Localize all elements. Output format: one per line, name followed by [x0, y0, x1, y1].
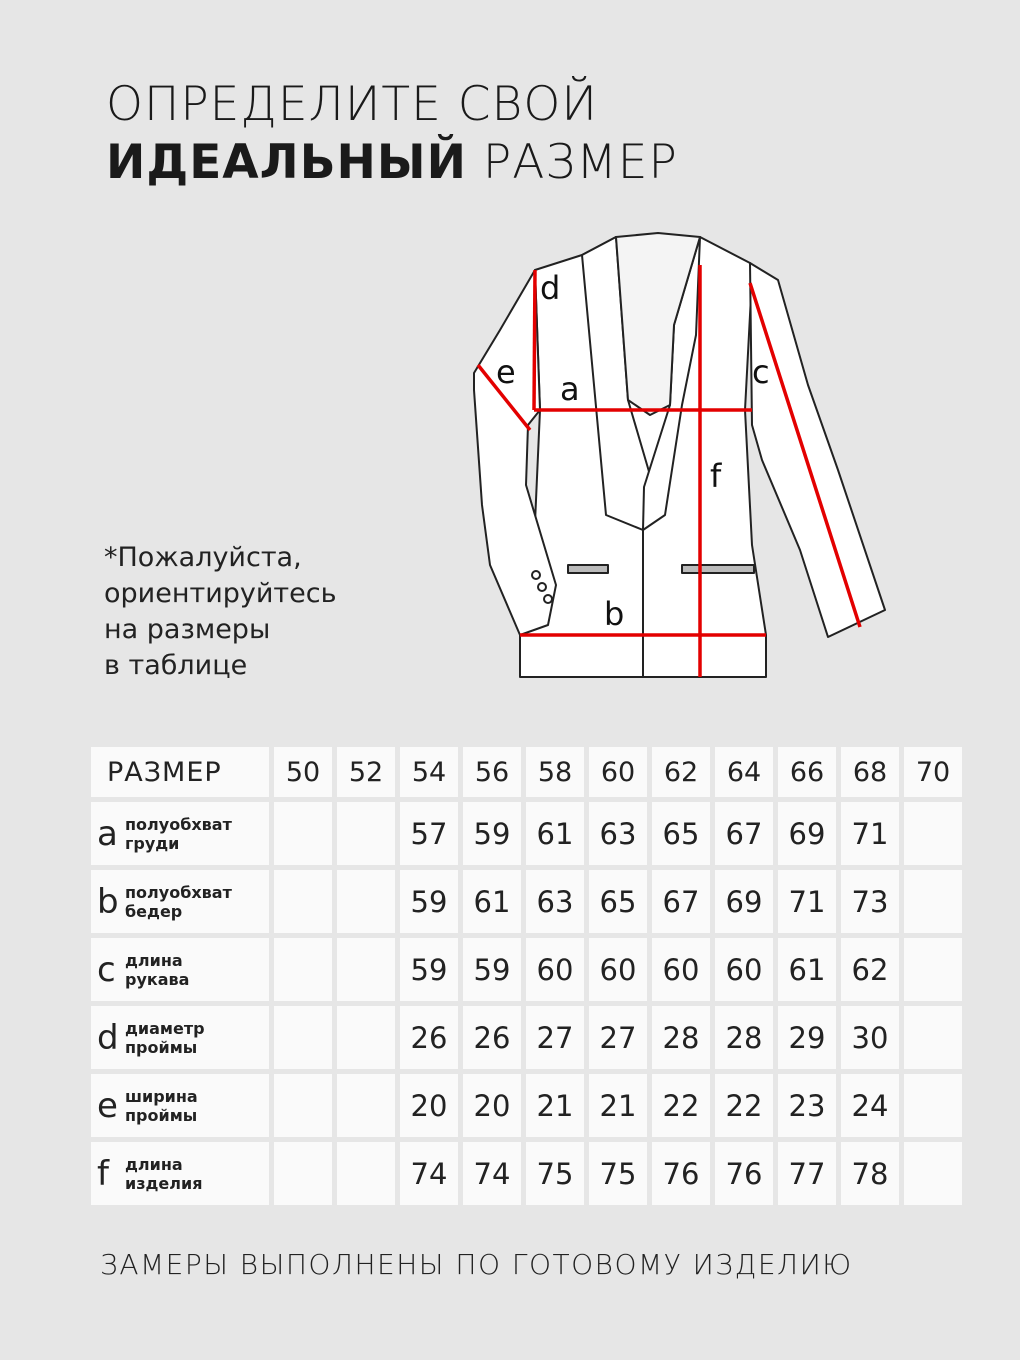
note-line-2: ориентируйтесь	[104, 578, 337, 609]
size-table-header	[91, 747, 962, 797]
table-cell	[904, 870, 962, 933]
table-cell: 29	[778, 1006, 836, 1069]
size-66: 66	[778, 747, 836, 797]
row-param	[91, 870, 269, 933]
table-cell	[904, 1074, 962, 1137]
size-58: 58	[526, 747, 584, 797]
table-cell: 59	[400, 870, 458, 933]
table-cell: 60	[652, 938, 710, 1001]
row-letter: c	[97, 949, 116, 990]
row-desc	[125, 883, 232, 921]
note-line-3: на размеры	[104, 614, 271, 645]
row-desc	[125, 815, 232, 853]
table-cell: 61	[778, 938, 836, 1001]
row-desc-line-2: груди	[125, 833, 180, 853]
diagram-label-b: b	[604, 595, 625, 633]
table-cell: 67	[652, 870, 710, 933]
row-letter: a	[97, 813, 118, 854]
row-desc-line-2: изделия	[125, 1173, 203, 1193]
table-cell: 20	[400, 1074, 458, 1137]
table-row-f	[91, 1142, 962, 1205]
table-cell: 28	[715, 1006, 773, 1069]
size-70: 70	[904, 747, 962, 797]
size-54: 54	[400, 747, 458, 797]
left-pocket	[568, 565, 608, 573]
table-cell: 59	[463, 802, 521, 865]
row-letter: f	[97, 1153, 109, 1194]
table-cell	[904, 938, 962, 1001]
table-cell	[274, 802, 332, 865]
diagram-label-a: a	[560, 370, 580, 408]
table-cell: 59	[400, 938, 458, 1001]
row-desc-line-2: проймы	[125, 1037, 198, 1057]
row-desc-line-2: рукава	[125, 969, 190, 989]
page-title	[106, 76, 678, 192]
table-cell: 57	[400, 802, 458, 865]
measure-line-d	[534, 270, 535, 410]
table-cell: 22	[652, 1074, 710, 1137]
title-line-1: ОПРЕДЕЛИТЕ СВОЙ	[106, 77, 598, 132]
diagram-label-c: c	[752, 353, 770, 391]
diagram-label-e: e	[496, 353, 516, 391]
table-cell	[337, 1006, 395, 1069]
table-cell	[337, 870, 395, 933]
size-60: 60	[589, 747, 647, 797]
table-cell	[274, 1142, 332, 1205]
table-cell	[337, 1142, 395, 1205]
table-cell: 61	[463, 870, 521, 933]
title-bold-word: ИДЕАЛЬНЫЙ	[106, 135, 467, 190]
table-cell: 75	[589, 1142, 647, 1205]
table-cell: 63	[526, 870, 584, 933]
table-cell	[337, 938, 395, 1001]
table-cell	[274, 938, 332, 1001]
row-param	[91, 1142, 269, 1205]
table-cell: 24	[841, 1074, 899, 1137]
row-letter: e	[97, 1085, 118, 1126]
cuff-button-1	[532, 571, 540, 579]
size-note	[104, 540, 337, 684]
table-cell: 30	[841, 1006, 899, 1069]
row-desc-line-1: ширина	[125, 1086, 198, 1106]
table-cell: 28	[652, 1006, 710, 1069]
table-cell: 60	[526, 938, 584, 1001]
size-64: 64	[715, 747, 773, 797]
table-cell: 26	[463, 1006, 521, 1069]
row-letter: d	[97, 1017, 119, 1058]
table-cell	[274, 1006, 332, 1069]
title-line-2	[106, 134, 678, 192]
table-row-a	[91, 802, 962, 865]
row-desc	[125, 1087, 198, 1125]
row-param	[91, 938, 269, 1001]
right-sleeve	[750, 263, 885, 637]
table-cell	[904, 1006, 962, 1069]
table-cell	[337, 802, 395, 865]
diagram-label-f: f	[710, 457, 722, 495]
diagram-label-d: d	[540, 269, 561, 307]
table-cell: 59	[463, 938, 521, 1001]
cuff-button-2	[538, 583, 546, 591]
row-letter: b	[97, 881, 119, 922]
row-desc	[125, 1155, 202, 1193]
row-param	[91, 1006, 269, 1069]
table-cell: 26	[400, 1006, 458, 1069]
table-cell: 71	[841, 802, 899, 865]
note-line-4: в таблице	[104, 650, 248, 681]
header-label: РАЗМЕР	[91, 747, 269, 797]
table-cell: 73	[841, 870, 899, 933]
table-row-d	[91, 1006, 962, 1069]
table-cell: 69	[778, 802, 836, 865]
table-cell: 75	[526, 1142, 584, 1205]
row-desc	[125, 951, 189, 989]
jacket-diagram	[460, 225, 900, 695]
table-cell	[904, 802, 962, 865]
table-cell: 65	[652, 802, 710, 865]
table-row-c	[91, 938, 962, 1001]
table-cell: 22	[715, 1074, 773, 1137]
size-table	[86, 742, 967, 1210]
table-cell: 27	[589, 1006, 647, 1069]
table-cell: 63	[589, 802, 647, 865]
table-cell: 65	[589, 870, 647, 933]
table-cell: 76	[652, 1142, 710, 1205]
size-68: 68	[841, 747, 899, 797]
row-desc-line-1: длина	[125, 1154, 183, 1174]
row-desc-line-1: полуобхват	[125, 814, 232, 834]
table-cell: 78	[841, 1142, 899, 1205]
table-cell: 74	[463, 1142, 521, 1205]
table-cell	[274, 1074, 332, 1137]
row-param	[91, 802, 269, 865]
table-cell: 21	[526, 1074, 584, 1137]
table-cell: 23	[778, 1074, 836, 1137]
row-desc-line-2: проймы	[125, 1105, 198, 1125]
table-cell: 60	[715, 938, 773, 1001]
table-cell: 62	[841, 938, 899, 1001]
row-desc-line-2: бедер	[125, 901, 183, 921]
table-cell	[274, 870, 332, 933]
table-cell: 69	[715, 870, 773, 933]
size-62: 62	[652, 747, 710, 797]
table-cell	[337, 1074, 395, 1137]
row-param	[91, 1074, 269, 1137]
table-cell: 67	[715, 802, 773, 865]
table-cell: 74	[400, 1142, 458, 1205]
table-cell: 60	[589, 938, 647, 1001]
table-cell: 27	[526, 1006, 584, 1069]
table-cell: 61	[526, 802, 584, 865]
row-desc-line-1: диаметр	[125, 1018, 205, 1038]
table-cell: 76	[715, 1142, 773, 1205]
footer-note: ЗАМЕРЫ ВЫПОЛНЕНЫ ПО ГОТОВОМУ ИЗДЕЛИЮ	[100, 1248, 853, 1281]
row-desc	[125, 1019, 205, 1057]
right-pocket	[682, 565, 754, 573]
table-row-e	[91, 1074, 962, 1137]
size-52: 52	[337, 747, 395, 797]
table-row-b	[91, 870, 962, 933]
cuff-button-3	[544, 595, 552, 603]
title-rest: РАЗМЕР	[482, 135, 678, 190]
table-cell: 77	[778, 1142, 836, 1205]
table-cell	[904, 1142, 962, 1205]
table-cell: 71	[778, 870, 836, 933]
note-line-1: *Пожалуйста,	[104, 542, 302, 573]
table-cell: 20	[463, 1074, 521, 1137]
size-50: 50	[274, 747, 332, 797]
row-desc-line-1: полуобхват	[125, 882, 232, 902]
row-desc-line-1: длина	[125, 950, 183, 970]
table-cell: 21	[589, 1074, 647, 1137]
size-56: 56	[463, 747, 521, 797]
